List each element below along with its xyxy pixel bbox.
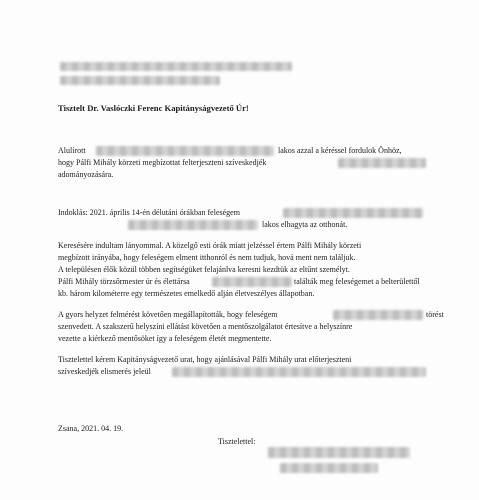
redacted-header-line <box>60 76 220 85</box>
body-text: A gyors helyzet felmérést követően megállapították, hogy feleségem <box>58 310 278 319</box>
body-text: törést <box>426 310 444 319</box>
body-text: találták meg feleségemet a belterülettől <box>294 277 420 286</box>
body-text: lakos elhagyta az otthonát. <box>262 220 348 229</box>
salutation: Tisztelt Dr. Vaslóczki Ferenc Kapitányságvezető Úr! <box>58 103 249 113</box>
body-text: vezette a kiérkező mentősöket így a feleségem életét megmentette. <box>58 334 272 343</box>
body-text: szíveskedjék elismerés jeleül <box>58 367 151 376</box>
body-text: A településen élők közül többen segítségüket felajánlva keresni kezdtük az eltűnt személyt. <box>58 265 350 274</box>
body-text: lakos azzal a kéréssel fordulok Önhöz, <box>278 146 402 155</box>
body-text: Alulírott <box>58 146 86 155</box>
body-text: kb. három kilométerre egy természetes emelkedő alján életveszélyes állapotban. <box>58 289 315 298</box>
body-text: Indoklás: 2021. április 14-én délutáni órákban feleségem <box>58 208 240 217</box>
body-text: Keresésére indultam lányommal. A közelgő esti órák miatt jelzéssel értem Pálfi Mihály körzeti <box>58 241 362 250</box>
redacted-text <box>338 158 426 168</box>
redacted-address <box>128 220 258 230</box>
body-text: Pálfi Mihály törzsőrmester úr és élettársa <box>58 277 190 286</box>
redacted-header-line <box>60 62 292 71</box>
closing: Tisztelettel: <box>218 437 256 446</box>
body-text: adományozására. <box>58 170 114 179</box>
body-text: megbízott irányába, hogy feleségem elment itthonról és nem tudjuk, hová ment nem találjuk. <box>58 253 356 262</box>
date: Zsana, 2021. 04. 19. <box>58 424 124 433</box>
body-text: hogy Pálfi Mihály körzeti megbízottat felterjeszteni szíveskedjék <box>58 158 267 167</box>
redacted-signature <box>280 463 378 473</box>
body-text: szenvedett. A szakszerű helyszíni ellátást követően a mentőszolgálatot értesítve a helyszínre <box>58 322 353 331</box>
redacted-signature <box>268 447 410 458</box>
redacted-text <box>333 310 423 320</box>
redacted-text <box>172 367 426 377</box>
redacted-name <box>283 208 423 218</box>
body-text: Tisztelettel kérem Kapitányságvezető urat, hogy ajánlásával Pálfi Mihály urat előterjeszteni <box>58 355 352 364</box>
redacted-name <box>96 146 274 156</box>
redacted-name <box>212 277 292 287</box>
